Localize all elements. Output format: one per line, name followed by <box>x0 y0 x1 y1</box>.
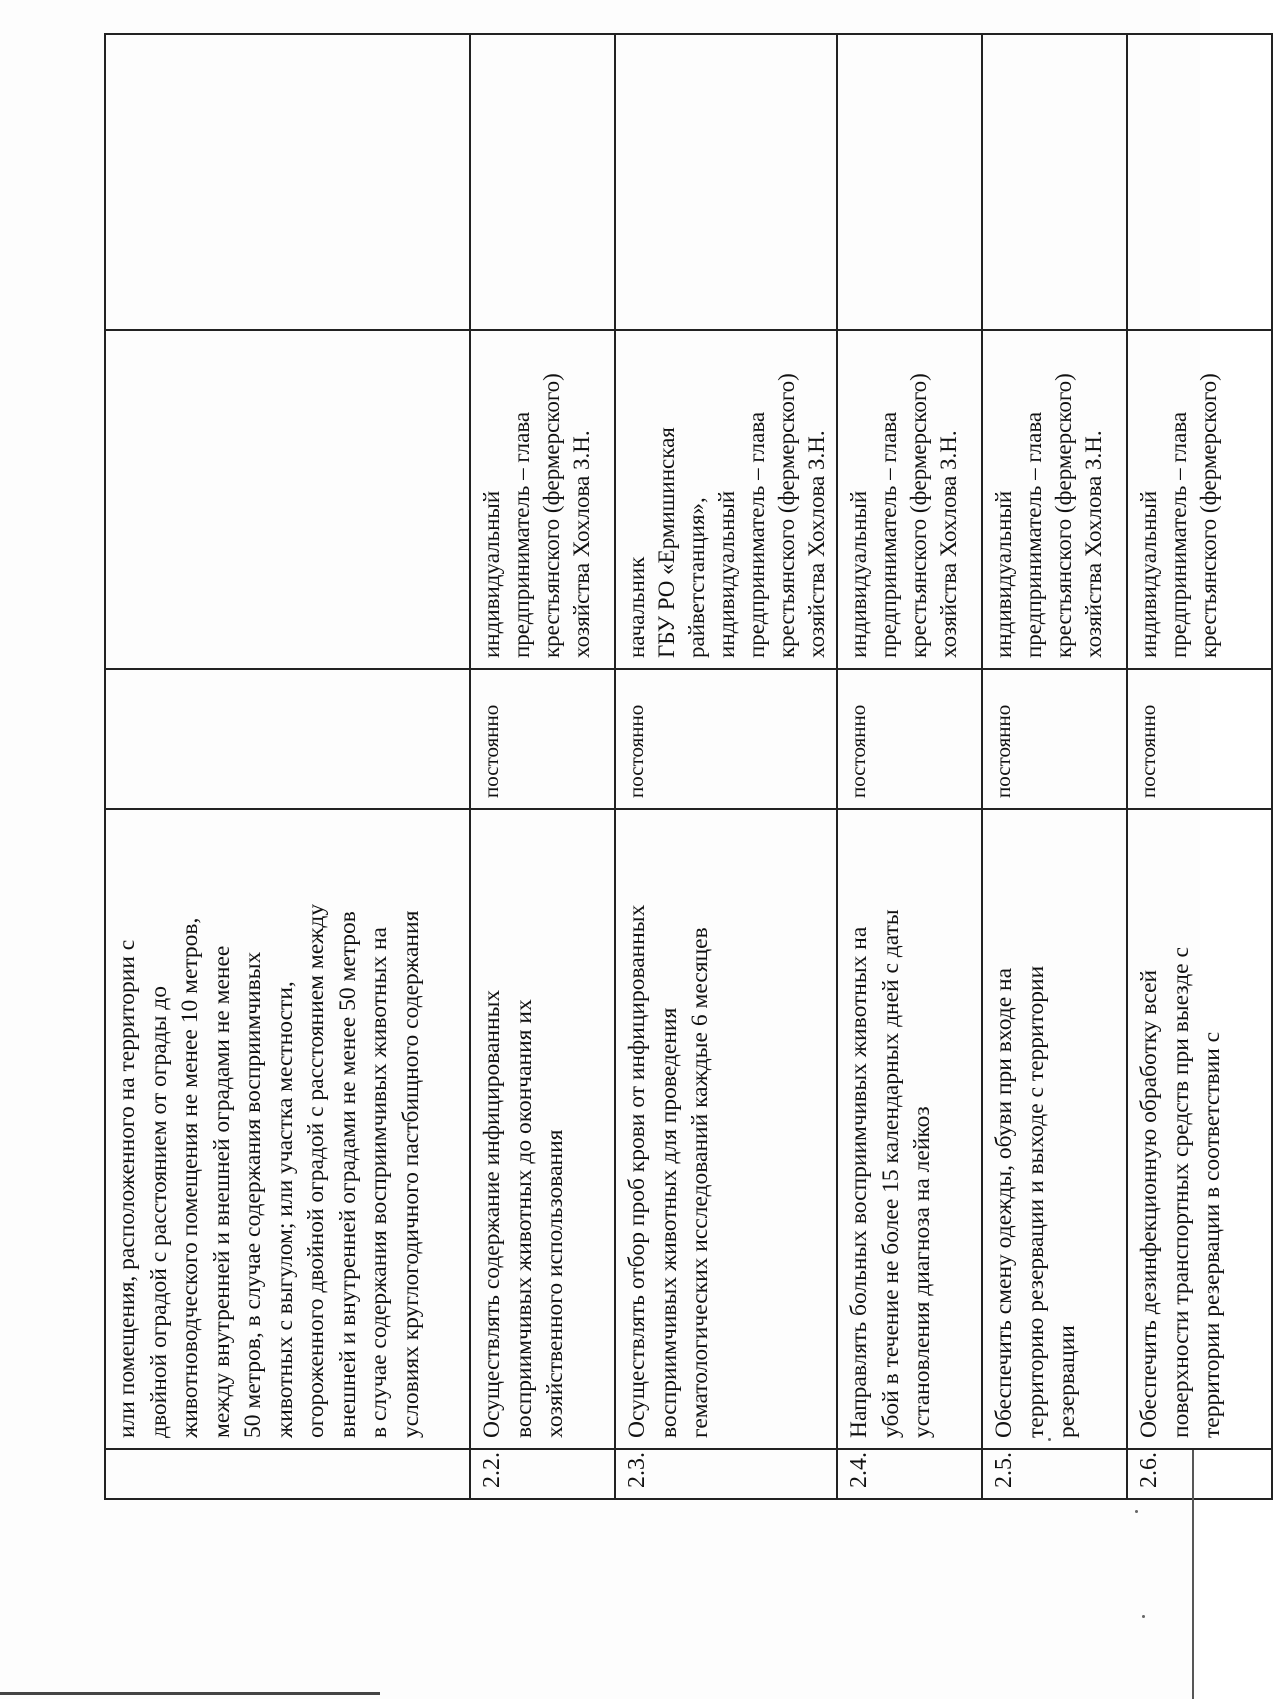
table-row <box>470 34 615 1499</box>
measure-line: животноводческого помещения не менее 10 метров, <box>177 917 203 1438</box>
measure-text <box>982 809 1127 1449</box>
measure-line: двойной оградой с расстоянием от ограды до <box>145 986 172 1438</box>
measure-line: поверхности транспортных средств при выезде с <box>1167 947 1194 1438</box>
measure-line: установления диагноза на лейкоз <box>909 1106 935 1438</box>
measures-table <box>104 33 1273 1500</box>
responsible-line: райветстанция», <box>684 497 709 658</box>
measure-line: убой в течение не более 15 календарных дней с даты <box>877 909 904 1438</box>
responsible-line: начальник <box>624 556 649 658</box>
measure-line: восприимчивых животных до окончания их <box>510 999 537 1438</box>
scan-edge-line <box>1192 1450 1194 1699</box>
term-text: постоянно <box>1127 669 1272 809</box>
empty-cell <box>615 34 837 330</box>
table-row <box>837 34 982 1499</box>
row-number: 2.2. <box>470 1449 615 1499</box>
responsible-line: крестьянского (фермерского) <box>1051 373 1076 658</box>
measure-line: 50 метров, в случае содержания восприимчивых <box>240 951 266 1438</box>
row-number: 2.5. <box>982 1449 1127 1499</box>
empty-cell <box>837 34 982 330</box>
term-text: постоянно <box>982 669 1127 809</box>
table-row <box>1127 34 1272 1499</box>
responsible-line: предприниматель – глава <box>876 411 901 658</box>
responsible-text <box>615 330 837 669</box>
responsible-line: предприниматель – глава <box>1166 411 1191 658</box>
responsible-line: индивидуальный <box>479 490 504 658</box>
responsible-line: предприниматель – глава <box>744 411 769 658</box>
scan-speck <box>1142 1615 1145 1618</box>
measure-line: Обеспечить дезинфекционную обработку всей <box>1136 969 1162 1438</box>
responsible-line: индивидуальный <box>991 490 1016 658</box>
empty-cell <box>1127 34 1272 330</box>
term-text: постоянно <box>470 669 615 809</box>
responsible-line: индивидуальный <box>846 490 871 658</box>
measure-line: в случае содержания восприимчивых животных на <box>366 927 392 1438</box>
measure-text <box>470 809 615 1449</box>
measure-line: Осуществлять отбор проб крови от инфицированных <box>624 904 650 1438</box>
responsible-text <box>105 330 470 669</box>
measure-line: Направлять больных восприимчивых животных на <box>846 926 872 1438</box>
responsible-text <box>1127 330 1272 669</box>
scan-edge-line <box>0 1692 380 1695</box>
responsible-line: ГБУ РО «Ермишинская <box>654 427 679 658</box>
term-text: постоянно <box>837 669 982 809</box>
row-number: 2.4. <box>837 1449 982 1499</box>
measure-line: территорию резервации и выходе с территории <box>1022 965 1049 1438</box>
measure-line: территории резервации в соответствии с <box>1199 1031 1225 1438</box>
responsible-line: предприниматель – глава <box>1021 411 1046 658</box>
table-row <box>982 34 1127 1499</box>
row-number: 2.6. <box>1127 1449 1272 1499</box>
responsible-line: крестьянского (фермерского) <box>1196 373 1221 658</box>
measure-line: между внутренней и внешней оградами не менее <box>208 945 235 1438</box>
term-text: постоянно <box>615 669 837 809</box>
responsible-line: хозяйства Хохлова З.Н. <box>1081 430 1106 658</box>
term-text <box>105 669 470 809</box>
measure-line: животных с выгулом; или участка местности, <box>271 981 298 1438</box>
row-number <box>105 1449 470 1499</box>
responsible-text <box>470 330 615 669</box>
responsible-text <box>837 330 982 669</box>
measure-line: гематологических исследований каждые 6 месяцев <box>687 927 713 1438</box>
measure-text <box>837 809 982 1449</box>
responsible-text <box>982 330 1127 669</box>
measure-line: восприимчивых животных для проведения <box>655 1007 682 1438</box>
measure-line: Обеспечить смену одежды, обуви при входе на <box>991 967 1017 1438</box>
measure-line: резервации <box>1054 1325 1080 1438</box>
empty-cell <box>105 34 470 330</box>
responsible-line: хозяйства Хохлова З.Н. <box>936 430 961 658</box>
table-row <box>105 34 470 1499</box>
responsible-line: крестьянского (фермерского) <box>539 373 564 658</box>
measure-text <box>105 809 470 1449</box>
responsible-line: индивидуальный <box>1136 490 1161 658</box>
measure-line: огороженного двойной оградой с расстоянием между <box>303 903 329 1438</box>
responsible-line: индивидуальный <box>714 490 739 658</box>
scan-speck <box>1135 1510 1138 1513</box>
measure-text <box>1127 809 1272 1449</box>
measure-line: условиях круглогодичного пастбищного содержания <box>397 910 424 1438</box>
responsible-line: крестьянского (фермерского) <box>906 373 931 658</box>
table-row <box>615 34 837 1499</box>
empty-cell <box>470 34 615 330</box>
row-number: 2.3. <box>615 1449 837 1499</box>
responsible-line: хозяйства Хохлова З.Н. <box>804 430 829 658</box>
responsible-line: предприниматель – глава <box>509 411 534 658</box>
measure-line: Осуществлять содержание инфицированных <box>479 989 505 1438</box>
scan-speck <box>1048 1438 1051 1441</box>
measure-text <box>615 809 837 1449</box>
responsible-line: крестьянского (фермерского) <box>774 373 799 658</box>
rotated-table-wrapper <box>104 35 1225 1500</box>
measure-line: или помещения, расположенного на территории с <box>114 939 140 1438</box>
responsible-line: хозяйства Хохлова З.Н. <box>569 430 594 658</box>
measure-line: хозяйственного использования <box>542 1129 568 1438</box>
empty-cell <box>982 34 1127 330</box>
measure-line: внешней и внутренней оградами не менее 50 метров <box>334 911 361 1438</box>
